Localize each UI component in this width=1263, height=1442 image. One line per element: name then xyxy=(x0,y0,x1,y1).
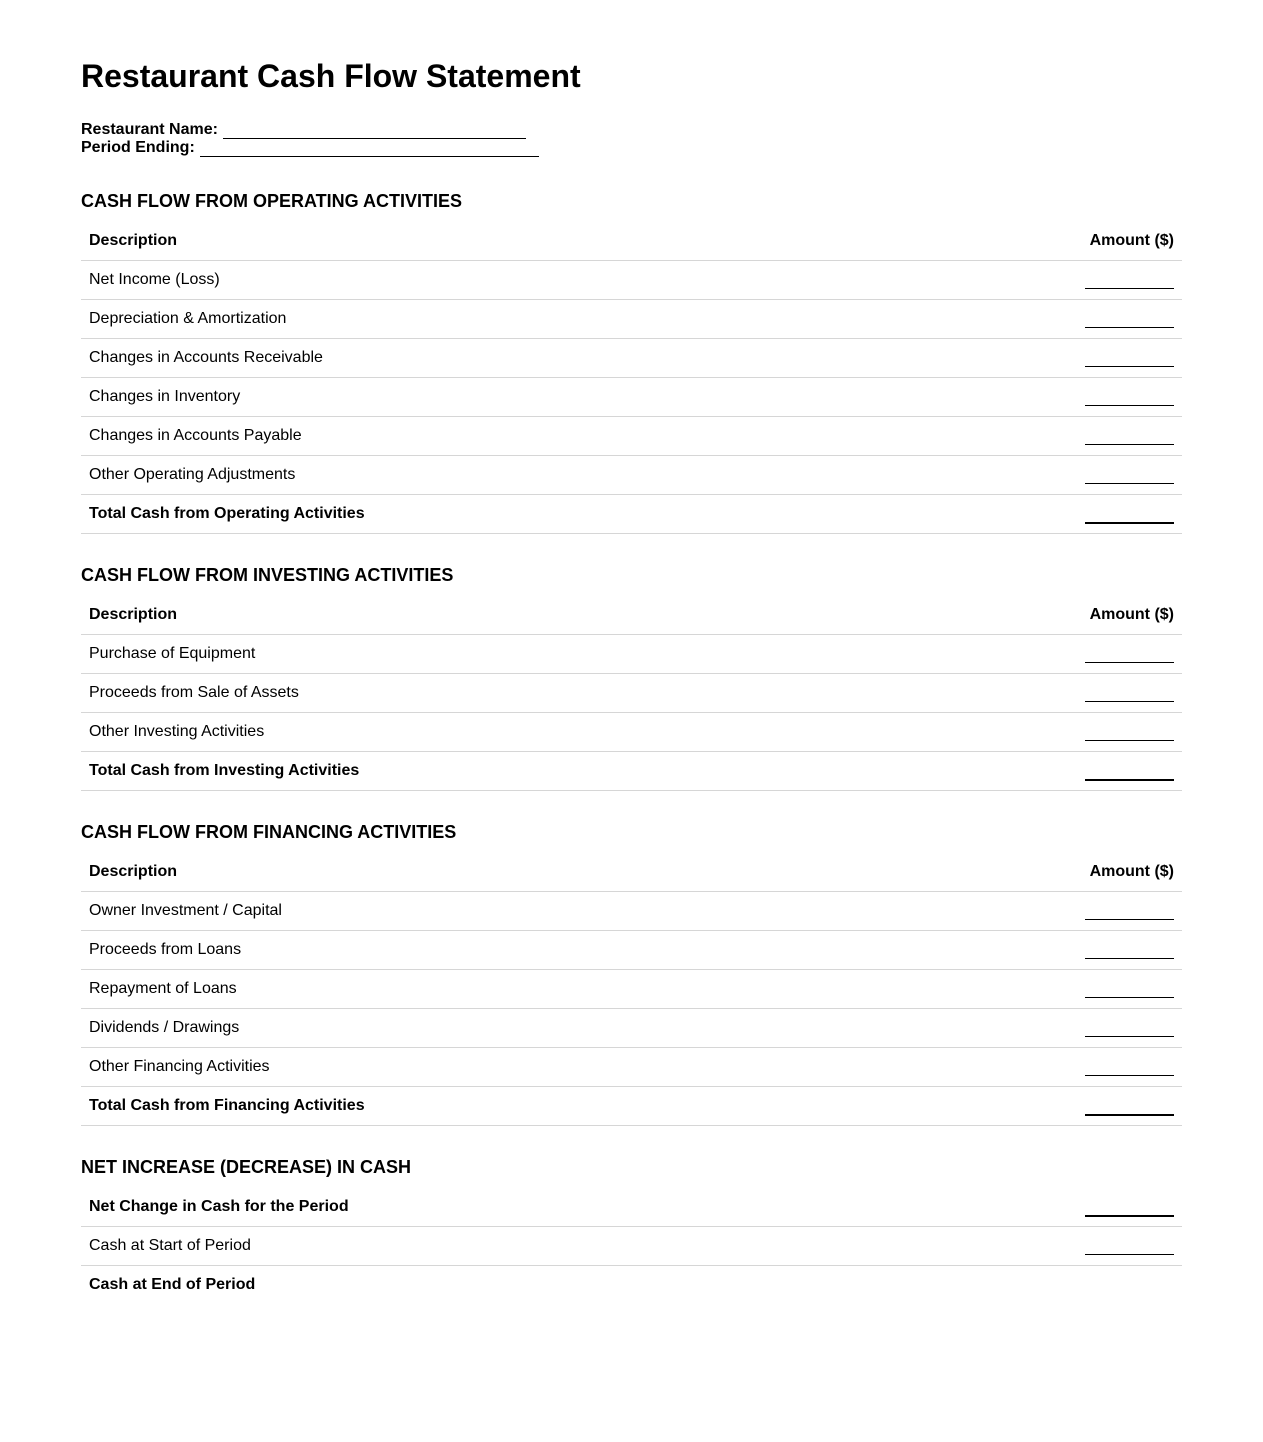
amount-header: Amount ($) xyxy=(1062,596,1182,635)
amount-field[interactable] xyxy=(1085,274,1174,289)
net-table xyxy=(81,1188,1182,1304)
cash-start-label: Cash at Start of Period xyxy=(81,1227,1062,1266)
net-change-amount-field[interactable] xyxy=(1085,1201,1174,1217)
row-label: Repayment of Loans xyxy=(81,970,1062,1009)
table-row xyxy=(81,261,1182,300)
amount-field[interactable] xyxy=(1085,1061,1174,1076)
table-row xyxy=(81,417,1182,456)
cash-end-amount-cell xyxy=(1062,1266,1182,1305)
amount-cell xyxy=(1062,417,1182,456)
row-label: Dividends / Drawings xyxy=(81,1009,1062,1048)
row-label: Owner Investment / Capital xyxy=(81,892,1062,931)
row-label: Proceeds from Sale of Assets xyxy=(81,674,1062,713)
row-label: Depreciation & Amortization xyxy=(81,300,1062,339)
cash-start-row xyxy=(81,1227,1182,1266)
net-change-row xyxy=(81,1188,1182,1227)
table-row xyxy=(81,1009,1182,1048)
amount-field[interactable] xyxy=(1085,1022,1174,1037)
amount-field[interactable] xyxy=(1085,983,1174,998)
total-row xyxy=(81,495,1182,534)
amount-cell xyxy=(1062,378,1182,417)
amount-field[interactable] xyxy=(1085,352,1174,367)
investing-table xyxy=(81,596,1182,791)
amount-field[interactable] xyxy=(1085,905,1174,920)
row-label: Changes in Accounts Payable xyxy=(81,417,1062,456)
amount-field[interactable] xyxy=(1085,469,1174,484)
amount-field[interactable] xyxy=(1085,648,1174,663)
amount-cell xyxy=(1062,1009,1182,1048)
amount-field[interactable] xyxy=(1085,430,1174,445)
restaurant-name-line xyxy=(81,121,1182,139)
row-label: Other Investing Activities xyxy=(81,713,1062,752)
financing-table xyxy=(81,853,1182,1126)
document-page xyxy=(81,56,1182,1304)
row-label: Proceeds from Loans xyxy=(81,931,1062,970)
row-label: Net Income (Loss) xyxy=(81,261,1062,300)
statement-meta xyxy=(81,121,1182,157)
net-change-label: Net Change in Cash for the Period xyxy=(81,1188,1062,1227)
page-title: Restaurant Cash Flow Statement xyxy=(81,58,581,94)
table-row xyxy=(81,456,1182,495)
amount-header: Amount ($) xyxy=(1062,853,1182,892)
amount-cell xyxy=(1062,674,1182,713)
row-label: Changes in Inventory xyxy=(81,378,1062,417)
total-label: Total Cash from Operating Activities xyxy=(81,495,1062,534)
table-row xyxy=(81,713,1182,752)
amount-cell xyxy=(1062,713,1182,752)
total-row xyxy=(81,1087,1182,1126)
amount-cell xyxy=(1062,339,1182,378)
total-label: Total Cash from Financing Activities xyxy=(81,1087,1062,1126)
amount-header: Amount ($) xyxy=(1062,222,1182,261)
amount-field[interactable] xyxy=(1085,944,1174,959)
amount-cell xyxy=(1062,456,1182,495)
table-row xyxy=(81,339,1182,378)
amount-cell xyxy=(1062,635,1182,674)
total-amount-field[interactable] xyxy=(1085,765,1174,781)
total-amount-field[interactable] xyxy=(1085,508,1174,524)
table-row xyxy=(81,300,1182,339)
period-ending-field[interactable] xyxy=(200,142,539,157)
total-amount-cell xyxy=(1062,495,1182,534)
table-row xyxy=(81,1048,1182,1087)
investing-section-title: CASH FLOW FROM INVESTING ACTIVITIES xyxy=(81,565,454,585)
cash-end-row xyxy=(81,1266,1182,1305)
financing-section-title: CASH FLOW FROM FINANCING ACTIVITIES xyxy=(81,822,457,842)
operating-table xyxy=(81,222,1182,534)
amount-cell xyxy=(1062,970,1182,1009)
period-ending-line xyxy=(81,139,1182,157)
amount-cell xyxy=(1062,300,1182,339)
table-row xyxy=(81,931,1182,970)
row-label: Other Operating Adjustments xyxy=(81,456,1062,495)
row-label: Purchase of Equipment xyxy=(81,635,1062,674)
table-header-row xyxy=(81,596,1182,635)
description-header: Description xyxy=(81,222,1062,261)
amount-field[interactable] xyxy=(1085,391,1174,406)
cash-end-label: Cash at End of Period xyxy=(89,1276,256,1293)
net-section-title: NET INCREASE (DECREASE) IN CASH xyxy=(81,1157,412,1177)
net-change-amount-cell xyxy=(1062,1188,1182,1227)
total-row xyxy=(81,752,1182,791)
amount-field[interactable] xyxy=(1085,313,1174,328)
amount-field[interactable] xyxy=(1085,726,1174,741)
description-header: Description xyxy=(81,596,1062,635)
amount-cell xyxy=(1062,261,1182,300)
row-label: Changes in Accounts Receivable xyxy=(81,339,1062,378)
restaurant-name-label: Restaurant Name: xyxy=(81,121,218,138)
table-row xyxy=(81,378,1182,417)
description-header: Description xyxy=(81,853,1062,892)
operating-section-title: CASH FLOW FROM OPERATING ACTIVITIES xyxy=(81,191,462,211)
table-header-row xyxy=(81,853,1182,892)
amount-field[interactable] xyxy=(1085,687,1174,702)
restaurant-name-field[interactable] xyxy=(223,124,526,139)
cash-start-amount-cell xyxy=(1062,1227,1182,1266)
period-ending-label: Period Ending: xyxy=(81,139,195,156)
table-row xyxy=(81,970,1182,1009)
total-amount-cell xyxy=(1062,752,1182,791)
row-label: Other Financing Activities xyxy=(81,1048,1062,1087)
total-amount-field[interactable] xyxy=(1085,1100,1174,1116)
amount-cell xyxy=(1062,1048,1182,1087)
amount-cell xyxy=(1062,892,1182,931)
total-label: Total Cash from Investing Activities xyxy=(81,752,1062,791)
table-row xyxy=(81,635,1182,674)
table-row xyxy=(81,892,1182,931)
table-row xyxy=(81,674,1182,713)
table-header-row xyxy=(81,222,1182,261)
amount-cell xyxy=(1062,931,1182,970)
cash-start-amount-field[interactable] xyxy=(1085,1240,1174,1255)
total-amount-cell xyxy=(1062,1087,1182,1126)
